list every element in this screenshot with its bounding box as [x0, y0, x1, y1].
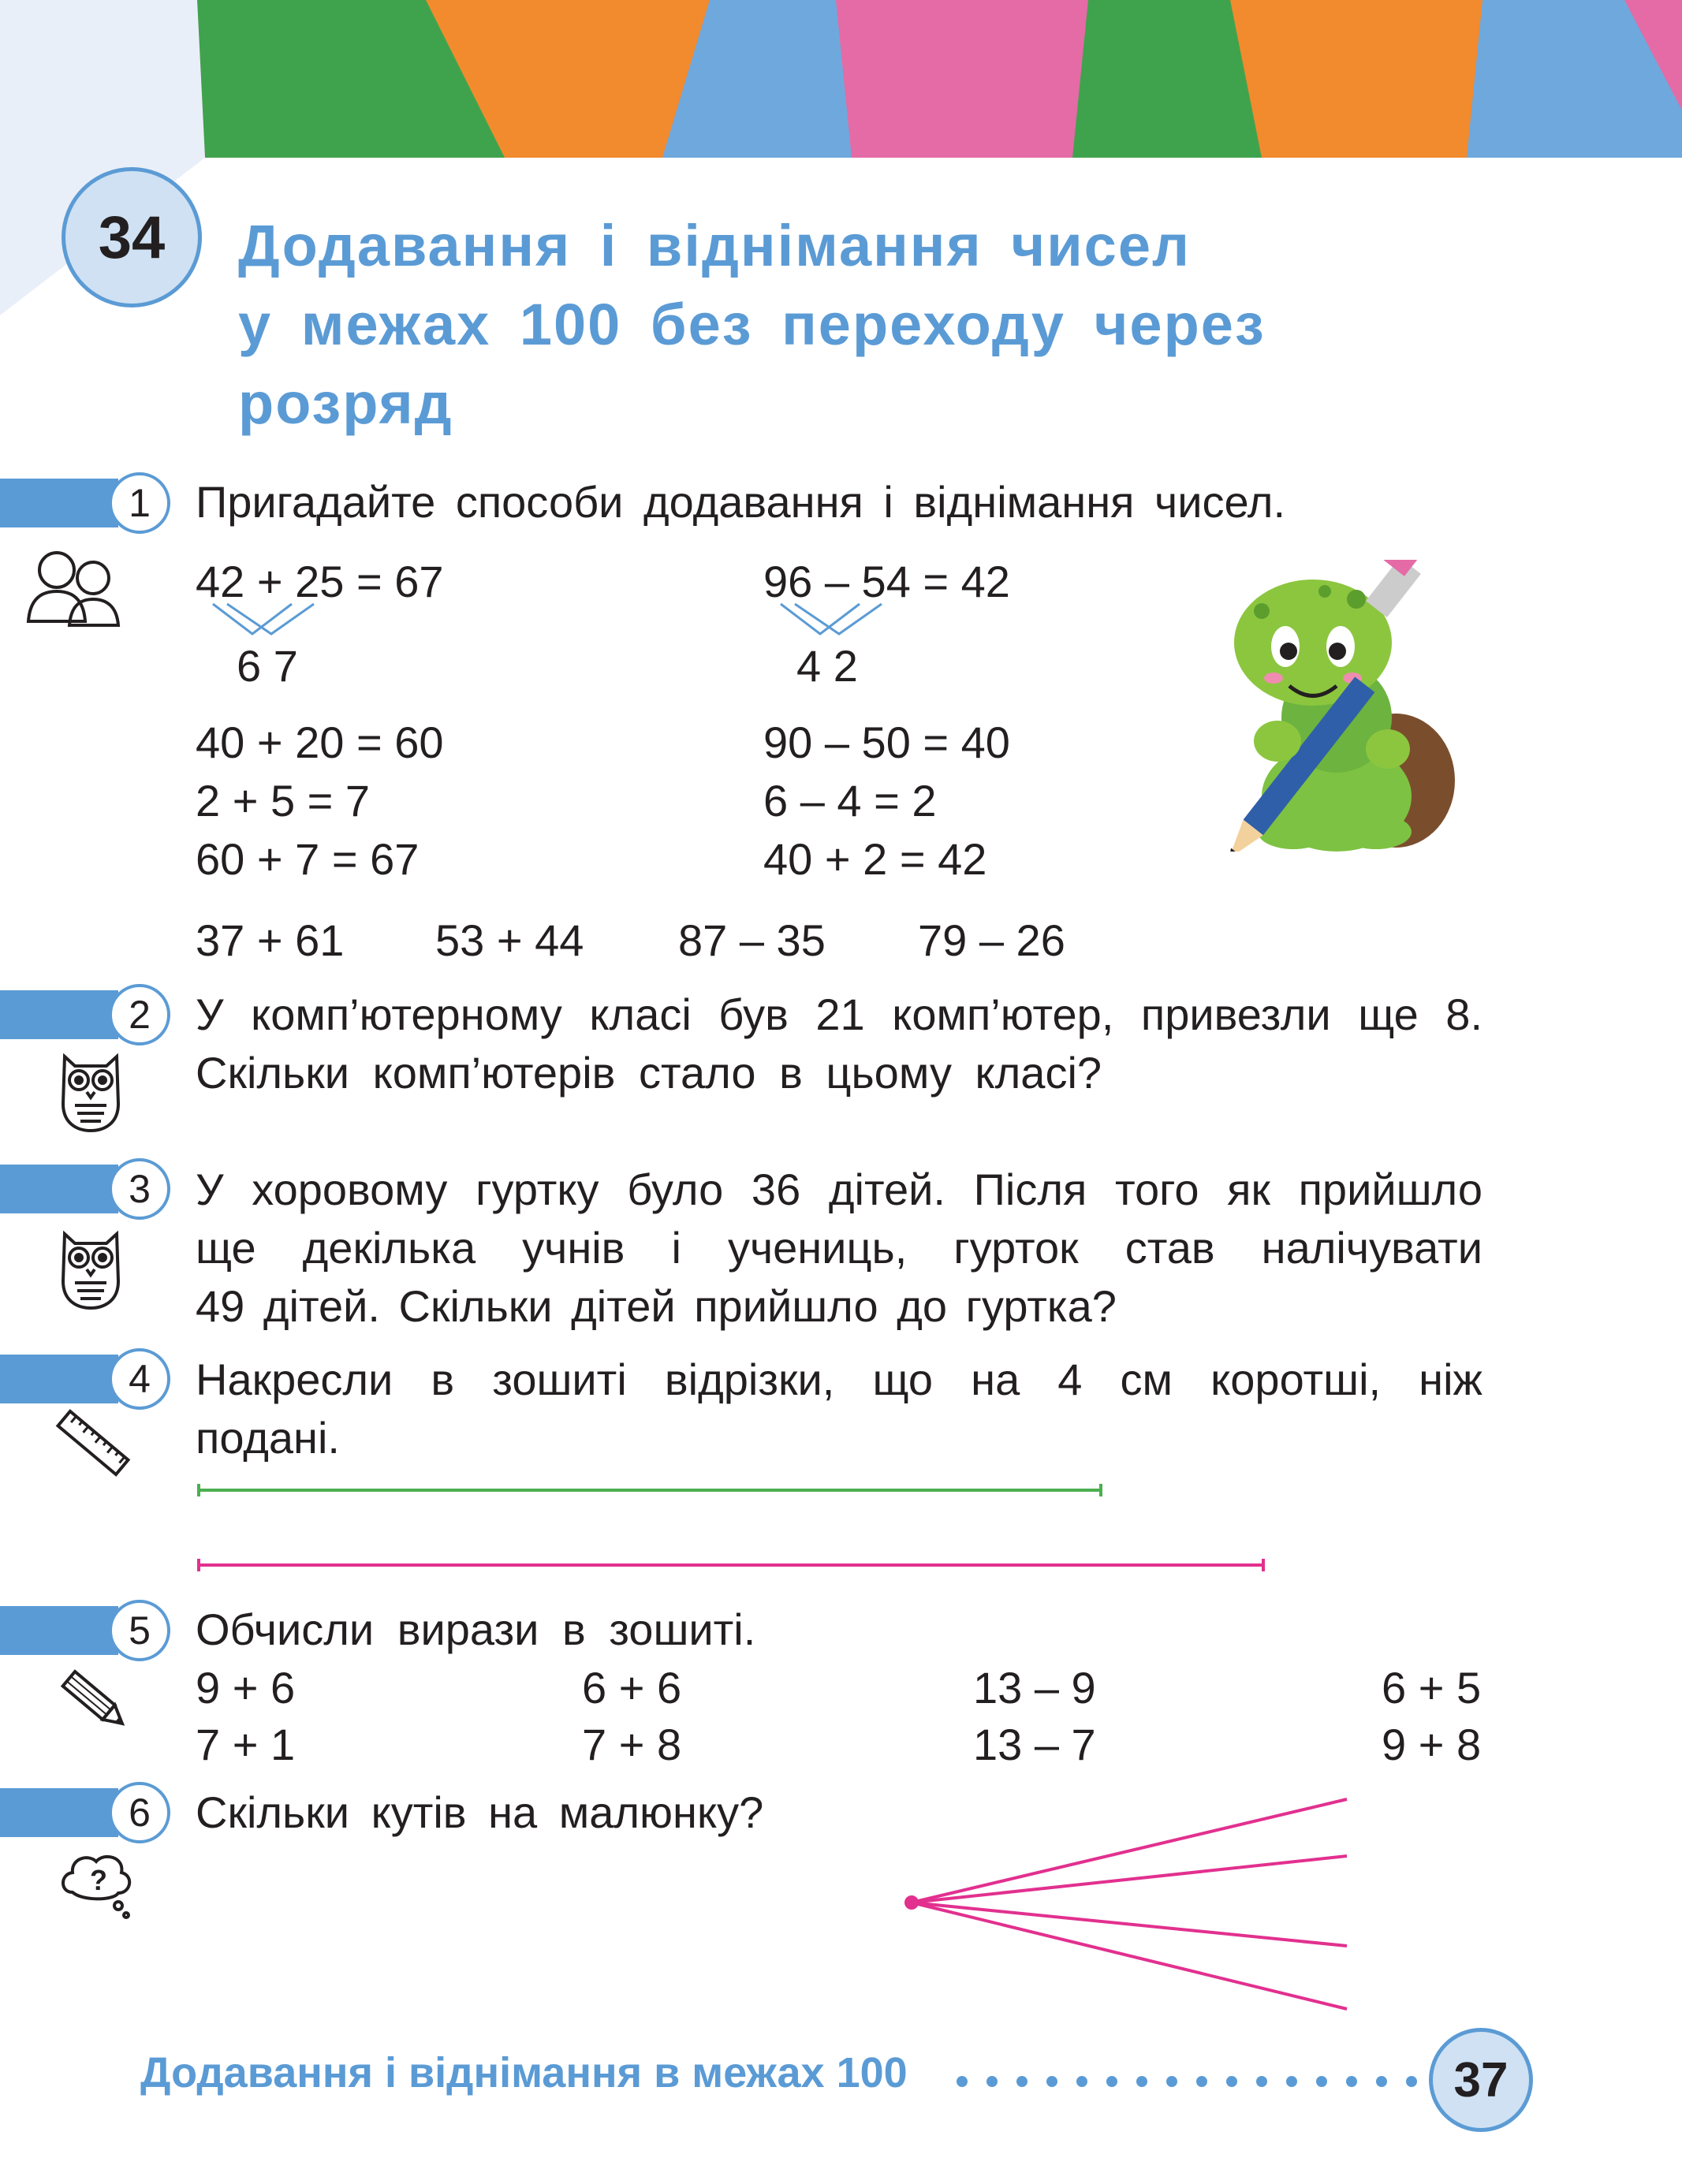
task-number: 4 — [109, 1348, 170, 1410]
svg-text:?: ? — [90, 1864, 107, 1896]
example-equation: 42 + 25 = 67 — [196, 557, 444, 606]
expression-column — [973, 1660, 1096, 1773]
question-cloud-icon — [57, 1849, 136, 1920]
expression: 7 + 8 — [582, 1720, 682, 1769]
task-number: 1 — [109, 472, 170, 534]
expression-column — [582, 1660, 681, 1773]
lesson-number: 34 — [62, 167, 202, 307]
expression: 9 + 8 — [1382, 1720, 1482, 1769]
task-text: Скільки кутів на малюнку? — [196, 1787, 764, 1837]
digit-split: 6 7 — [237, 641, 298, 691]
ruler-icon — [54, 1403, 132, 1482]
owl-icon — [55, 1049, 126, 1135]
lesson-title — [238, 207, 1266, 443]
pink-segment — [196, 1557, 1268, 1573]
task-text-line: У комп’ютерному класі був 21 комп’ютер, привезли ще 8. — [196, 990, 1482, 1039]
task-number: 5 — [109, 1600, 170, 1661]
task-text — [196, 1161, 1482, 1336]
split-marks — [763, 601, 921, 640]
page-number: 37 — [1429, 2028, 1533, 2132]
task-marker-bar — [0, 1165, 118, 1213]
footer-dotted-line — [954, 2066, 1427, 2097]
task-number: 2 — [109, 984, 170, 1045]
task-text — [196, 986, 1482, 1102]
solution-step: 40 + 2 = 42 — [763, 834, 987, 884]
example-equation: 96 – 54 = 42 — [763, 557, 1010, 606]
task-text: Обчисли вирази в зошиті. — [196, 1604, 756, 1654]
lesson-title-line: у межах 100 без переходу через — [238, 292, 1266, 357]
pair-work-icon — [24, 542, 126, 629]
section-footer-title: Додавання і віднімання в межах 100 — [140, 2049, 908, 2096]
expression: 9 + 6 — [196, 1663, 296, 1713]
task-marker-bar — [0, 479, 118, 527]
task-text-line: ще декілька учнів і учениць, гурток став налічувати — [196, 1223, 1482, 1273]
task-number: 6 — [109, 1782, 170, 1843]
angles-figure — [899, 1790, 1356, 2018]
expression: 7 + 1 — [196, 1720, 296, 1769]
task-marker-bar — [0, 1355, 118, 1403]
solution-steps — [196, 714, 444, 889]
task-text-line: Скільки комп’ютерів стало в цьому класі? — [196, 1048, 1102, 1098]
pencil-icon — [54, 1660, 132, 1739]
owl-icon — [55, 1226, 126, 1313]
solution-step: 6 – 4 = 2 — [763, 776, 937, 826]
lesson-title-line: розряд — [238, 371, 453, 436]
task-text-line: Накресли в зошиті відрізки, що на 4 см коротші, ніж — [196, 1355, 1482, 1404]
exercise-expression: 37 + 61 — [196, 915, 345, 965]
expression-column — [196, 1660, 295, 1773]
green-segment — [196, 1482, 1110, 1498]
task-text-line: 49 дітей. Скільки дітей прийшло до гуртка? — [196, 1281, 1117, 1331]
task-text: Пригадайте способи додавання і віднімання чисел. — [196, 477, 1285, 527]
solution-step: 90 – 50 = 40 — [763, 717, 1010, 767]
exercise-expression: 87 – 35 — [678, 915, 826, 965]
solution-step: 60 + 7 = 67 — [196, 834, 420, 884]
task-number: 3 — [109, 1158, 170, 1220]
expression: 6 + 6 — [582, 1663, 682, 1713]
expression-column — [1382, 1660, 1481, 1773]
exercise-expression: 53 + 44 — [435, 915, 584, 965]
solution-step: 2 + 5 = 7 — [196, 776, 371, 826]
task-marker-bar — [0, 1606, 118, 1655]
task-text-line: У хоровому гуртку було 36 дітей. Після того як прийшло — [196, 1165, 1482, 1214]
task-text-line: подані. — [196, 1413, 340, 1463]
exercise-expression: 79 – 26 — [918, 915, 1065, 965]
expression: 13 – 9 — [973, 1663, 1096, 1713]
task-marker-bar — [0, 990, 118, 1039]
task-text — [196, 1351, 1482, 1467]
solution-steps — [763, 714, 1010, 889]
digit-split: 4 2 — [796, 641, 858, 691]
turtle-mascot-illustration — [1206, 560, 1467, 852]
split-marks — [196, 601, 353, 640]
solution-step: 40 + 20 = 60 — [196, 717, 444, 767]
expression: 13 – 7 — [973, 1720, 1096, 1769]
lesson-title-line: Додавання і віднімання чисел — [238, 213, 1191, 278]
decorative-banner — [0, 0, 1682, 158]
expression: 6 + 5 — [1382, 1663, 1482, 1713]
task-marker-bar — [0, 1788, 118, 1837]
